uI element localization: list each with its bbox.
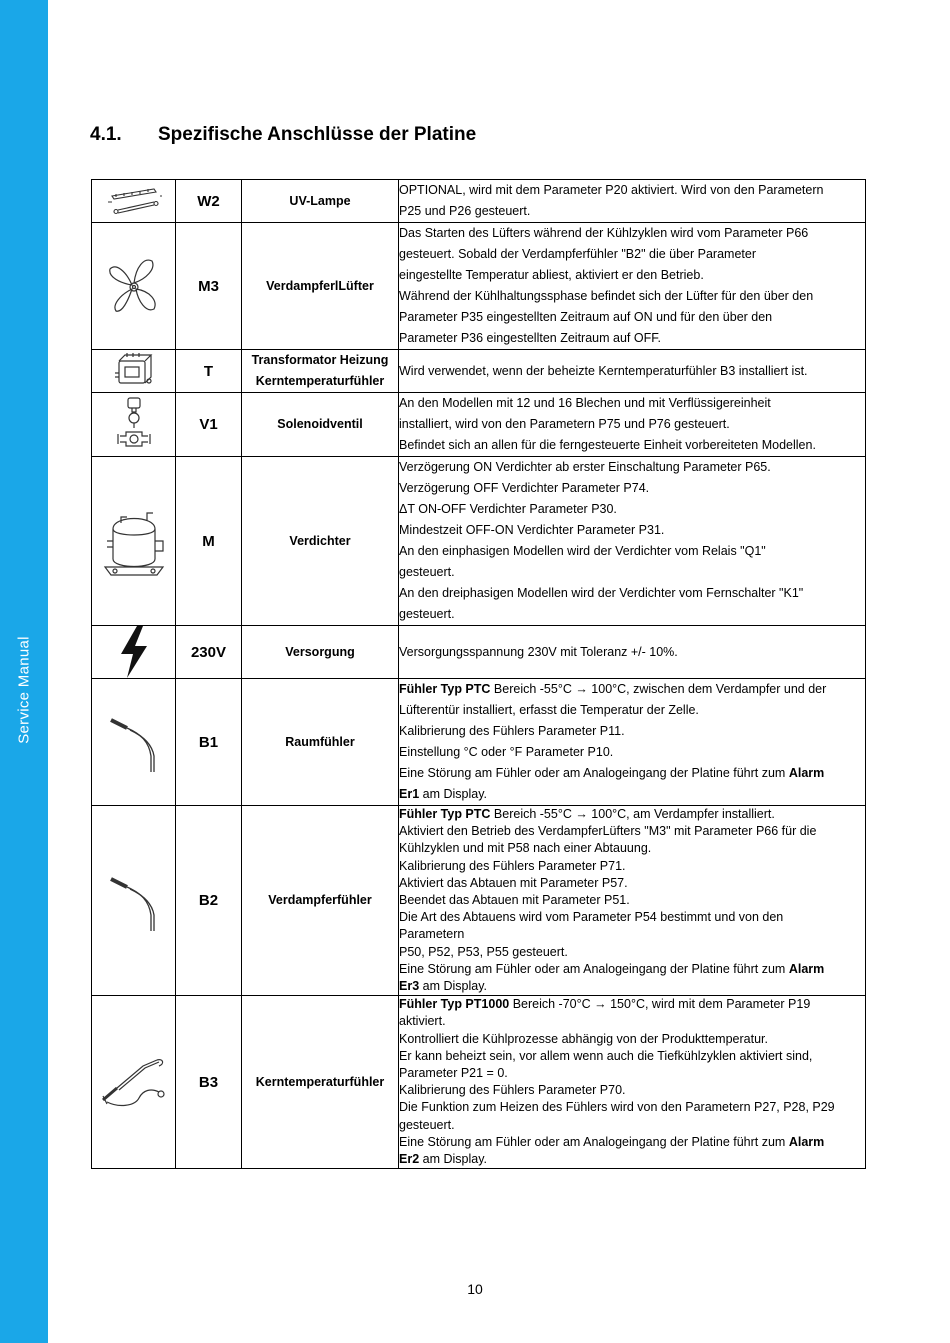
description-line: Beendet das Abtauen mit Parameter P51. (399, 893, 630, 908)
lightning-icon (92, 626, 175, 678)
description-line: Versorgungsspannung 230V mit Toleranz +/- 10%. (399, 644, 678, 659)
description-line: Mindestzeit OFF-ON Verdichter Parameter P31. (399, 523, 665, 537)
description-line: Kalibrierung des Fühlers Parameter P70. (399, 1083, 626, 1098)
description-line: Er3 am Display. (399, 979, 487, 994)
component-description (399, 679, 866, 806)
table-row (92, 457, 866, 626)
description-line: Aktiviert den Betrieb des VerdampferLüfters "M3" mit Parameter P66 für die (399, 824, 817, 839)
fan-icon (92, 251, 175, 321)
description-line: Parameter P36 eingestellten Zeitraum auf OFF. (399, 331, 661, 345)
component-description (399, 626, 866, 679)
component-name: Kerntemperaturfühler (242, 996, 399, 1169)
description-line: gesteuert. Sobald der Verdampferfühler "B2" die über Parameter (399, 247, 756, 261)
description-line: P50, P52, P53, P55 gesteuert. (399, 944, 568, 959)
component-name: Raumfühler (242, 679, 399, 806)
description-line: Er2 am Display. (399, 1152, 487, 1167)
page-number: 10 (467, 1281, 483, 1297)
description-line: Eine Störung am Fühler oder am Analogeingang der Platine führt zum Alarm (399, 766, 825, 780)
description-line: Fühler Typ PTC Bereich -55°C → 100°C, am Verdampfer installiert. (399, 807, 775, 821)
component-image-cell (92, 223, 176, 350)
description-line: Befindet sich an allen für die ferngesteuerte Einheit vorbereiteten Modellen. (399, 438, 816, 452)
description-line: gesteuert. (399, 1117, 455, 1132)
section-heading (90, 124, 476, 146)
description-line: Die Art des Abtauens wird vom Parameter P54 bestimmt und von den (399, 910, 784, 925)
component-name: UV-Lampe (242, 180, 399, 223)
description-line: ΔT ON-OFF Verdichter Parameter P30. (399, 502, 617, 516)
description-line: Während der Kühlhaltungssphase befindet sich der Lüfter für den über den (399, 289, 814, 303)
description-line: Verzögerung OFF Verdichter Parameter P74. (399, 481, 650, 495)
table-row (92, 806, 866, 996)
component-image-cell (92, 679, 176, 806)
component-image-cell (92, 626, 176, 679)
uv-lamp-icon (92, 186, 175, 216)
probe-icon (92, 869, 175, 933)
component-image-cell (92, 457, 176, 626)
component-description (399, 996, 866, 1169)
table-row (92, 996, 866, 1169)
component-name: VerdampferlLüfter (242, 223, 399, 350)
description-line: Fühler Typ PT1000 Bereich -70°C → 150°C, wird mit dem Parameter P19 (399, 997, 811, 1012)
component-name-line: Kerntemperaturfühler (255, 374, 385, 388)
section-number: 4.1. (90, 124, 122, 145)
description-line: Eine Störung am Fühler oder am Analogeingang der Platine führt zum Alarm (399, 1134, 825, 1149)
description-line: Aktiviert das Abtauen mit Parameter P57. (399, 875, 628, 890)
description-line: OPTIONAL, wird mit dem Parameter P20 aktiviert. Wird von den Parametern (399, 183, 824, 197)
component-description (399, 350, 866, 393)
description-line: An den einphasigen Modellen wird der Verdichter vom Relais "Q1" (399, 544, 766, 558)
description-line: Wird verwendet, wenn der beheizte Kerntemperaturfühler B3 installiert ist. (399, 363, 808, 378)
component-description (399, 393, 866, 457)
table-row (92, 350, 866, 393)
table-row (92, 223, 866, 350)
component-code: T (176, 350, 242, 393)
core-probe-icon (92, 1052, 175, 1112)
component-description (399, 806, 866, 996)
component-description (399, 223, 866, 350)
probe-icon (92, 710, 175, 774)
component-code: B1 (176, 679, 242, 806)
description-line: An den Modellen mit 12 und 16 Blechen und mit Verflüssigereinheit (399, 396, 771, 410)
solenoid-valve-icon (92, 396, 175, 454)
component-code: 230V (176, 626, 242, 679)
description-line: Kontrolliert die Kühlprozesse abhängig von der Produkttemperatur. (399, 1031, 768, 1046)
component-code: B2 (176, 806, 242, 996)
sidebar-label: Service Manual (15, 636, 33, 744)
component-image-cell (92, 996, 176, 1169)
component-image-cell (92, 180, 176, 223)
description-line: Parameter P35 eingestellten Zeitraum auf ON und für den über den (399, 310, 773, 324)
description-line: eingestellte Temperatur abliest, aktiviert er den Betrieb. (399, 268, 704, 282)
description-line: Parametern (399, 927, 465, 942)
description-line: Lüfterentür installiert, erfasst die Temperatur der Zelle. (399, 703, 699, 717)
component-code: M (176, 457, 242, 626)
component-code: V1 (176, 393, 242, 457)
component-name: Verdichter (242, 457, 399, 626)
description-line: Kühlzyklen und mit P58 nach einer Abtauung. (399, 841, 652, 856)
component-description (399, 180, 866, 223)
connections-table (91, 179, 866, 1169)
description-line: Eine Störung am Fühler oder am Analogeingang der Platine führt zum Alarm (399, 961, 825, 976)
component-description (399, 457, 866, 626)
component-name-line: Transformator Heizung (251, 353, 389, 367)
transformer-icon (92, 351, 175, 391)
section-title: Spezifische Anschlüsse der Platine (158, 124, 477, 145)
component-name: Versorgung (242, 626, 399, 679)
component-image-cell (92, 350, 176, 393)
description-line: Die Funktion zum Heizen des Fühlers wird von den Parametern P27, P28, P29 (399, 1100, 835, 1115)
component-name: Verdampferfühler (242, 806, 399, 996)
component-name (242, 350, 399, 393)
table-row (92, 626, 866, 679)
description-line: An den dreiphasigen Modellen wird der Verdichter vom Fernschalter "K1" (399, 586, 804, 600)
description-line: Kalibrierung des Fühlers Parameter P71. (399, 858, 626, 873)
description-line: Das Starten des Lüfters während der Kühlzyklen wird vom Parameter P66 (399, 226, 809, 240)
description-line: P25 und P26 gesteuert. (399, 204, 531, 218)
table-row (92, 180, 866, 223)
component-code: B3 (176, 996, 242, 1169)
description-line: gesteuert. (399, 607, 455, 621)
sidebar (0, 0, 48, 1343)
description-line: gesteuert. (399, 565, 455, 579)
description-line: Kalibrierung des Fühlers Parameter P11. (399, 724, 625, 738)
component-name: Solenoidventil (242, 393, 399, 457)
description-line: Fühler Typ PTC Bereich -55°C → 100°C, zwischen dem Verdampfer und der (399, 682, 827, 696)
description-line: Parameter P21 = 0. (399, 1066, 508, 1081)
description-line: Verzögerung ON Verdichter ab erster Einschaltung Parameter P65. (399, 460, 771, 474)
description-line: installiert, wird von den Parametern P75 und P76 gesteuert. (399, 417, 730, 431)
component-image-cell (92, 393, 176, 457)
description-line: Er1 am Display. (399, 787, 487, 801)
description-line: Er kann beheizt sein, vor allem wenn auch die Tiefkühlzyklen aktiviert sind, (399, 1048, 813, 1063)
compressor-icon (92, 501, 175, 581)
component-code: M3 (176, 223, 242, 350)
description-line: aktiviert. (399, 1014, 446, 1029)
table-row (92, 679, 866, 806)
description-line: Einstellung °C oder °F Parameter P10. (399, 745, 614, 759)
component-code: W2 (176, 180, 242, 223)
component-image-cell (92, 806, 176, 996)
table-row (92, 393, 866, 457)
